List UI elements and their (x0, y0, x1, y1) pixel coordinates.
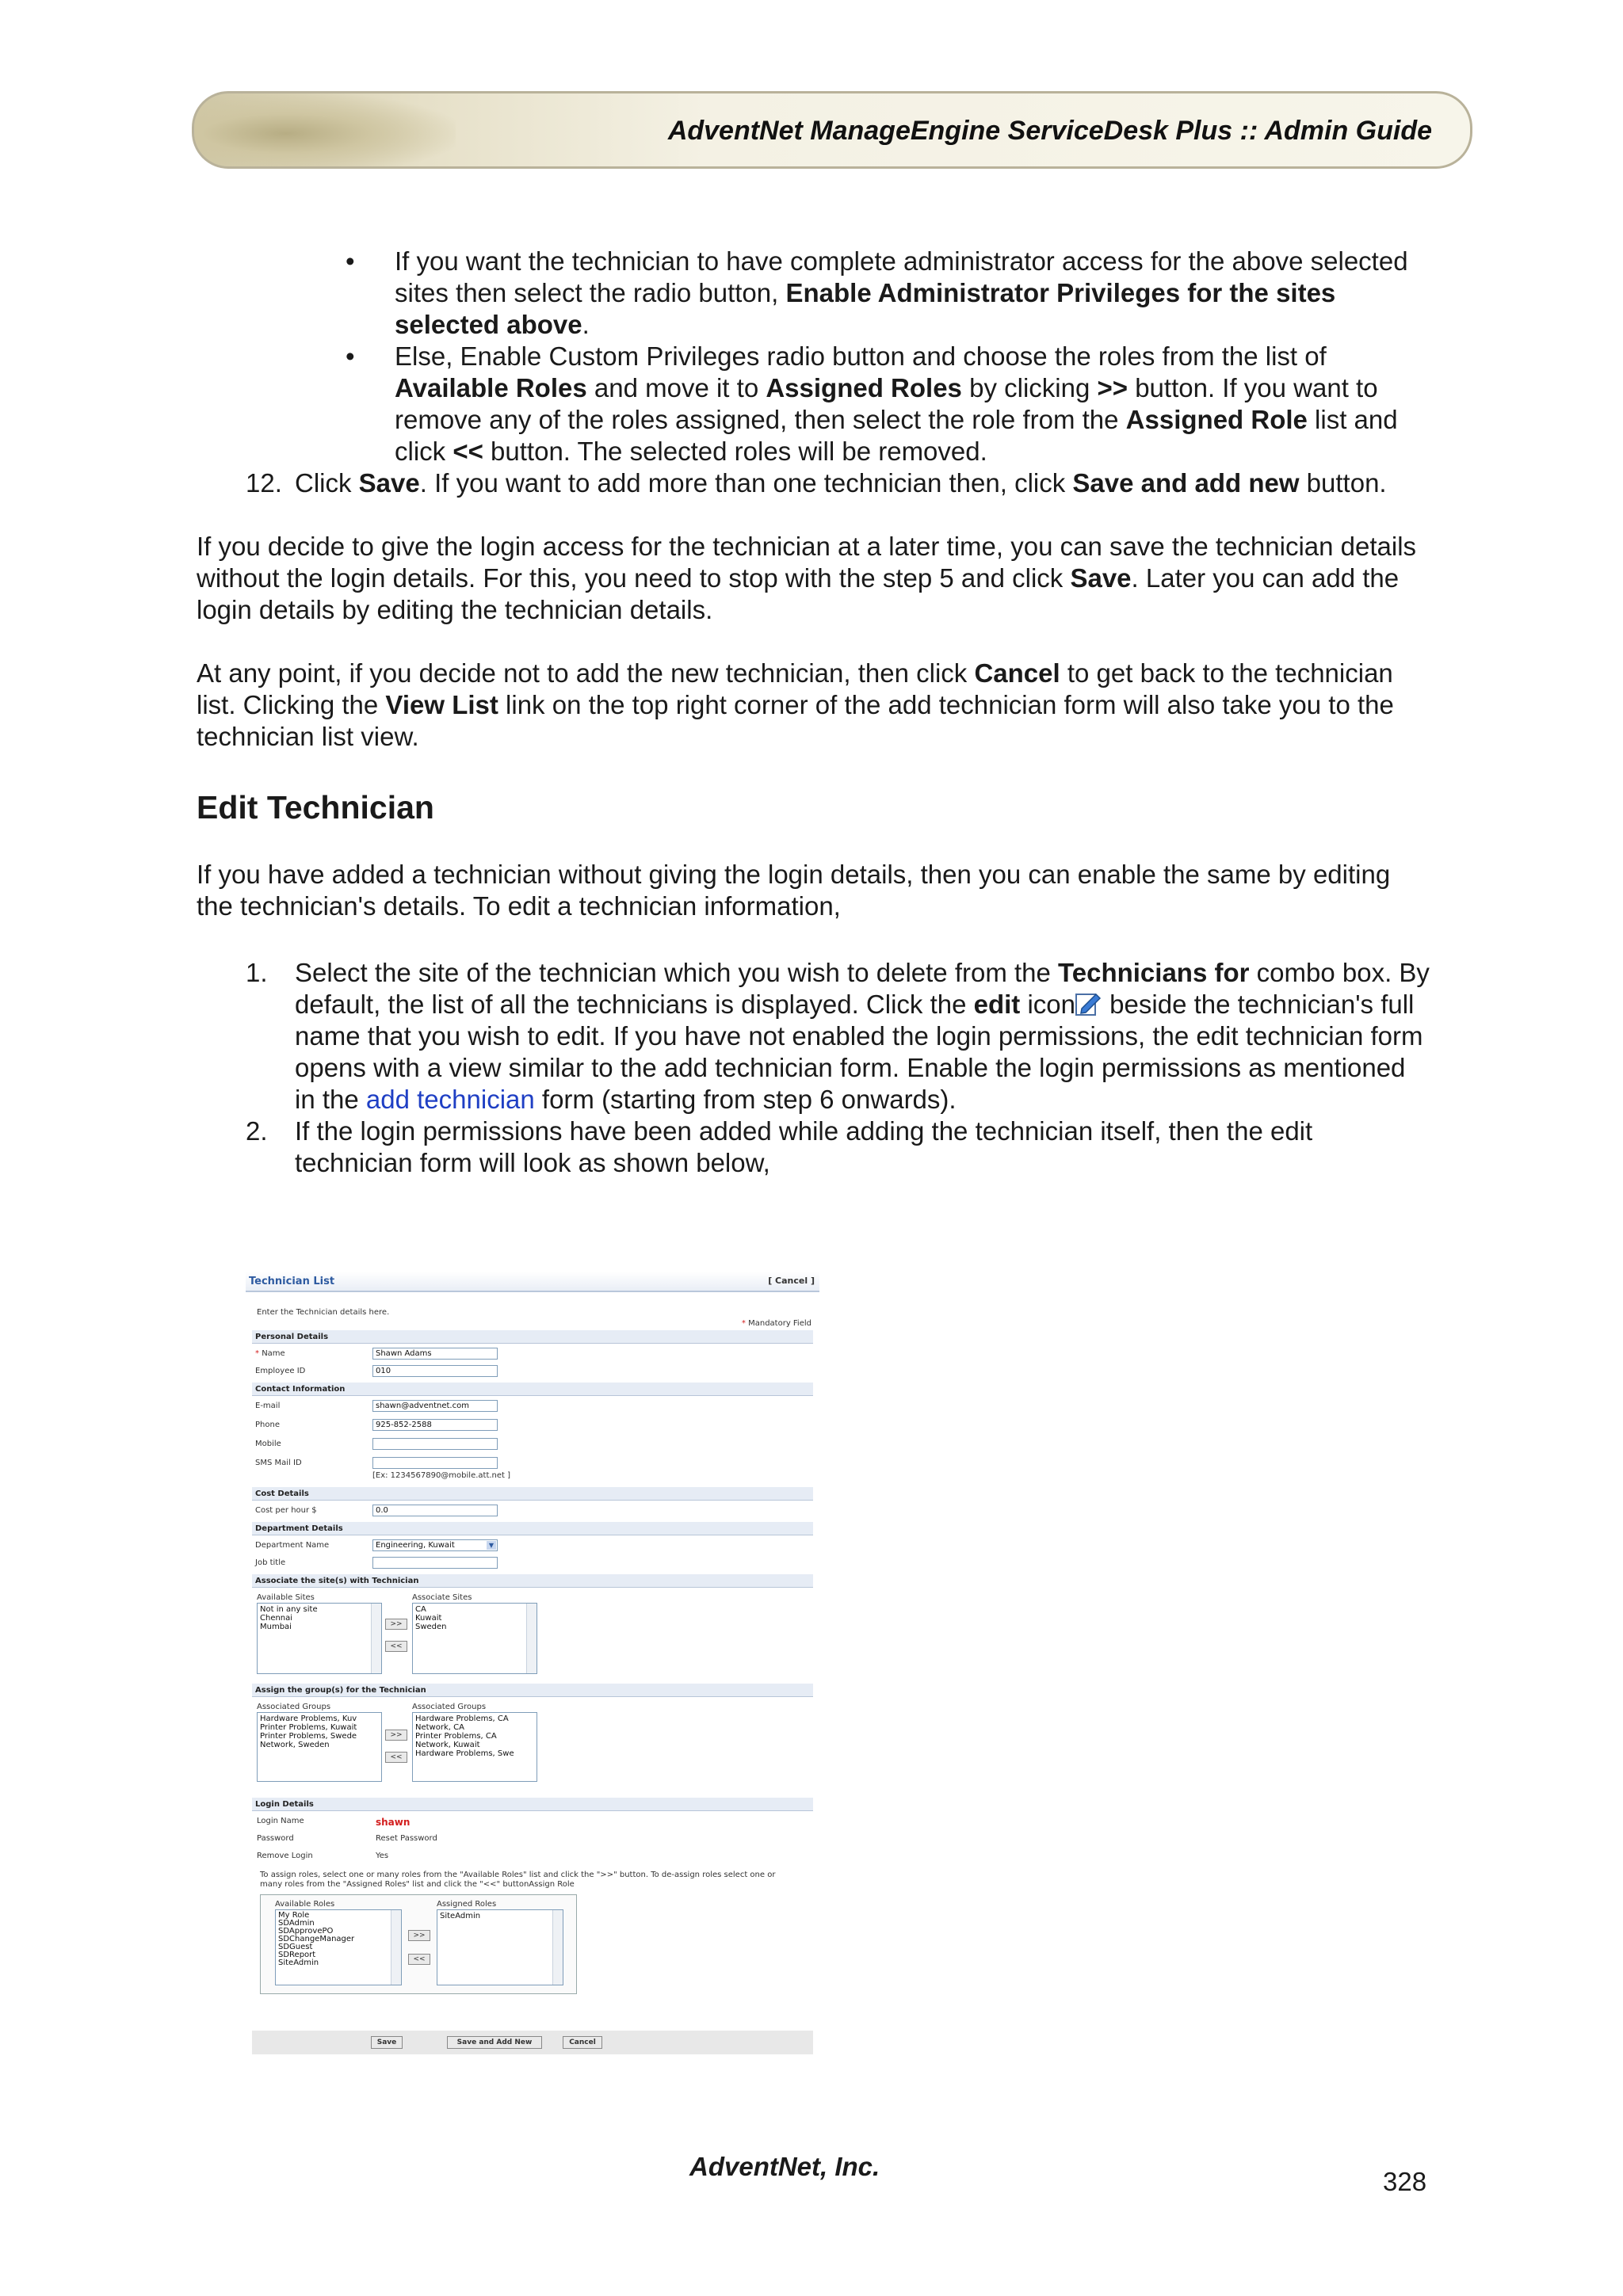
list-item[interactable]: SiteAdmin (278, 1958, 319, 1967)
scrollbar[interactable] (552, 1910, 563, 1985)
mandatory-note: * Mandatory Field (741, 1319, 812, 1328)
remove-group-button[interactable]: << (385, 1752, 407, 1763)
list-item[interactable]: SDGuest (278, 1943, 313, 1951)
section-sites: Associate the site(s) with Technician (252, 1574, 813, 1588)
name-label: * Name (255, 1349, 285, 1358)
list-item[interactable]: Network, Kuwait (415, 1741, 480, 1749)
list-item: • If you want the technician to have complete administrator access for the above selected sites then select the radio button, Enable Administrator Privileges for the sites selected above. (395, 246, 1433, 341)
list-item: • Else, Enable Custom Privileges radio button and choose the roles from the list of Available Roles and move it to Assigned Roles by clicking >> button. If you want to remove any of the roles assigned, then select the role from the Assigned Role list and click << button. The selected roles will be removed. (395, 341, 1433, 467)
sms-field[interactable] (372, 1457, 498, 1469)
section-contact: Contact Information (252, 1383, 813, 1396)
section-personal: Personal Details (252, 1330, 813, 1344)
list-item[interactable]: CA (415, 1605, 426, 1614)
list-item[interactable]: Printer Problems, CA (415, 1732, 497, 1741)
available-sites-label: Available Sites (257, 1593, 315, 1602)
roles-instructions: To assign roles, select one or many roles from the "Available Roles" list and click the ">>" button. To de-assign roles select one or many roles from the "Assigned Roles" list and click the "<<" buttonAssign Role (260, 1871, 776, 1889)
available-sites-list[interactable] (257, 1603, 382, 1674)
login-name-value: shawn (376, 1817, 411, 1828)
paragraph-edit-intro: If you have added a technician without giving the login details, then you can enable the same by editing the technician's details. To edit a technician information, (197, 860, 1391, 921)
header-banner (192, 91, 1472, 169)
list-item[interactable]: Mumbai (260, 1623, 292, 1631)
scrollbar[interactable] (526, 1604, 537, 1673)
job-field[interactable] (372, 1557, 498, 1569)
list-item[interactable]: Sweden (415, 1623, 447, 1631)
edit-technician-screenshot (246, 1272, 819, 2058)
cost-label: Cost per hour $ (255, 1506, 317, 1515)
list-item[interactable]: Kuwait (415, 1614, 442, 1623)
cancel-button[interactable]: Cancel (563, 2036, 602, 2049)
list-item[interactable]: Network, Sweden (260, 1741, 330, 1749)
roles-panel (260, 1894, 577, 1994)
available-roles-label: Available Roles (275, 1900, 335, 1909)
section-heading: Edit Technician (197, 789, 434, 826)
edit-steps-list (197, 957, 1433, 1179)
available-groups-label: Associated Groups (257, 1703, 331, 1711)
add-group-button[interactable]: >> (385, 1730, 407, 1741)
add-technician-link[interactable]: add technician (365, 1085, 535, 1114)
remove-login-label: Remove Login (257, 1852, 313, 1860)
save-button[interactable]: Save (371, 2036, 403, 2049)
list-item[interactable]: SiteAdmin (440, 1912, 481, 1920)
list-item[interactable]: SDAdmin (278, 1919, 315, 1928)
technician-list-link[interactable]: Technician List (249, 1276, 335, 1287)
remove-site-button[interactable]: << (385, 1641, 407, 1652)
email-field[interactable]: shawn@adventnet.com (372, 1400, 498, 1412)
assigned-roles-label: Assigned Roles (437, 1900, 497, 1909)
form-button-bar (252, 2031, 813, 2054)
list-item[interactable]: Network, CA (415, 1723, 464, 1732)
add-site-button[interactable]: >> (385, 1619, 407, 1630)
logo-emblem (194, 93, 456, 166)
dept-label: Department Name (255, 1541, 330, 1550)
reset-password-link[interactable]: Reset Password (376, 1834, 437, 1843)
password-label: Password (257, 1834, 294, 1843)
list-item[interactable]: Printer Problems, Swede (260, 1732, 357, 1741)
job-label: Job title (255, 1558, 286, 1567)
unassign-role-button[interactable]: << (408, 1954, 430, 1965)
department-select[interactable]: Engineering, Kuwait ▼ (372, 1539, 498, 1551)
list-item[interactable]: Chennai (260, 1614, 293, 1623)
scrollbar[interactable] (391, 1910, 401, 1985)
associated-groups-list[interactable] (412, 1712, 537, 1782)
associated-sites-label: Associate Sites (412, 1593, 472, 1602)
empid-field[interactable]: 010 (372, 1365, 498, 1377)
edit-icon (1075, 991, 1102, 1016)
save-and-add-new-button[interactable]: Save and Add New (447, 2036, 542, 2049)
paragraph-cancel: At any point, if you decide not to add the new technician, then click Cancel to get back to the technician list. Clicking the View List link on the top right corner of the add technician form will also take you to the technician list view. (197, 658, 1394, 751)
section-login: Login Details (252, 1798, 813, 1811)
header-title: AdventNet ManageEngine ServiceDesk Plus :: Admin Guide (667, 116, 1432, 146)
phone-field[interactable]: 925-852-2588 (372, 1419, 498, 1431)
list-item[interactable]: Hardware Problems, Kuv (260, 1714, 357, 1723)
list-item[interactable]: Printer Problems, Kuwait (260, 1723, 357, 1732)
associated-sites-list[interactable] (412, 1603, 537, 1674)
section-groups: Assign the group(s) for the Technician (252, 1684, 813, 1697)
scrollbar[interactable] (371, 1604, 381, 1673)
intro-bullet-list (395, 246, 1433, 467)
name-field[interactable]: Shawn Adams (372, 1348, 498, 1360)
footer-company: AdventNet, Inc. (689, 2152, 880, 2181)
remove-login-link[interactable]: Yes (376, 1852, 389, 1860)
mobile-field[interactable] (372, 1438, 498, 1450)
list-item: 12. Click Save. If you want to add more than one technician then, click Save and add new button. (246, 468, 1387, 498)
section-department: Department Details (252, 1522, 813, 1535)
sms-label: SMS Mail ID (255, 1459, 302, 1467)
list-item[interactable]: SDApprovePO (278, 1927, 334, 1936)
screenshot-title-bar (246, 1272, 819, 1292)
list-item: 2. If the login permissions have been added while adding the technician itself, then the edit technician form will look as shown below, (246, 1116, 1313, 1177)
phone-label: Phone (255, 1421, 280, 1429)
list-item[interactable]: SDReport (278, 1951, 316, 1959)
cost-field[interactable]: 0.0 (372, 1505, 498, 1516)
available-groups-list[interactable] (257, 1712, 382, 1782)
list-item[interactable]: SDChangeManager (278, 1935, 355, 1943)
list-item[interactable]: Hardware Problems, Swe (415, 1749, 514, 1758)
cancel-link[interactable]: [ Cancel ] (768, 1276, 815, 1286)
paragraph-later-login: If you decide to give the login access for the technician at a later time, you can save the technician details without the login details. For this, you need to stop with the step 5 and click Save. Later you can add the login details by editing the technician details. (197, 532, 1417, 624)
list-item[interactable]: My Role (278, 1911, 310, 1920)
login-name-label: Login Name (257, 1817, 304, 1825)
form-intro: Enter the Technician details here. (257, 1308, 390, 1317)
section-cost: Cost Details (252, 1487, 813, 1501)
page-body (197, 246, 1433, 1179)
available-roles-list[interactable] (275, 1909, 402, 1985)
empid-label: Employee ID (255, 1367, 306, 1375)
list-item[interactable]: Not in any site (260, 1605, 318, 1614)
associated-groups-label: Associated Groups (412, 1703, 487, 1711)
list-item: 1. Select the site of the technician which you wish to delete from the Technicians for combo box. By default, the list of all the technicians is displayed. Click the edit icon beside the technician's full name that you wish to edit. If you have not enabled the login permissions, the edit technician form opens with a view similar to the add technician form. Enable the login permissions as mentioned in the add technician form (starting from step 6 onwards). (246, 958, 1430, 1114)
assign-role-button[interactable]: >> (408, 1930, 430, 1941)
page-number: 328 (1383, 2167, 1427, 2196)
mobile-label: Mobile (255, 1440, 281, 1448)
sms-hint: [Ex: 1234567890@mobile.att.net ] (372, 1471, 511, 1480)
step-12-list (197, 467, 1433, 499)
assigned-roles-list[interactable] (437, 1909, 563, 1985)
list-item[interactable]: Hardware Problems, CA (415, 1714, 509, 1723)
chevron-down-icon: ▼ (487, 1541, 496, 1550)
email-label: E-mail (255, 1402, 281, 1410)
